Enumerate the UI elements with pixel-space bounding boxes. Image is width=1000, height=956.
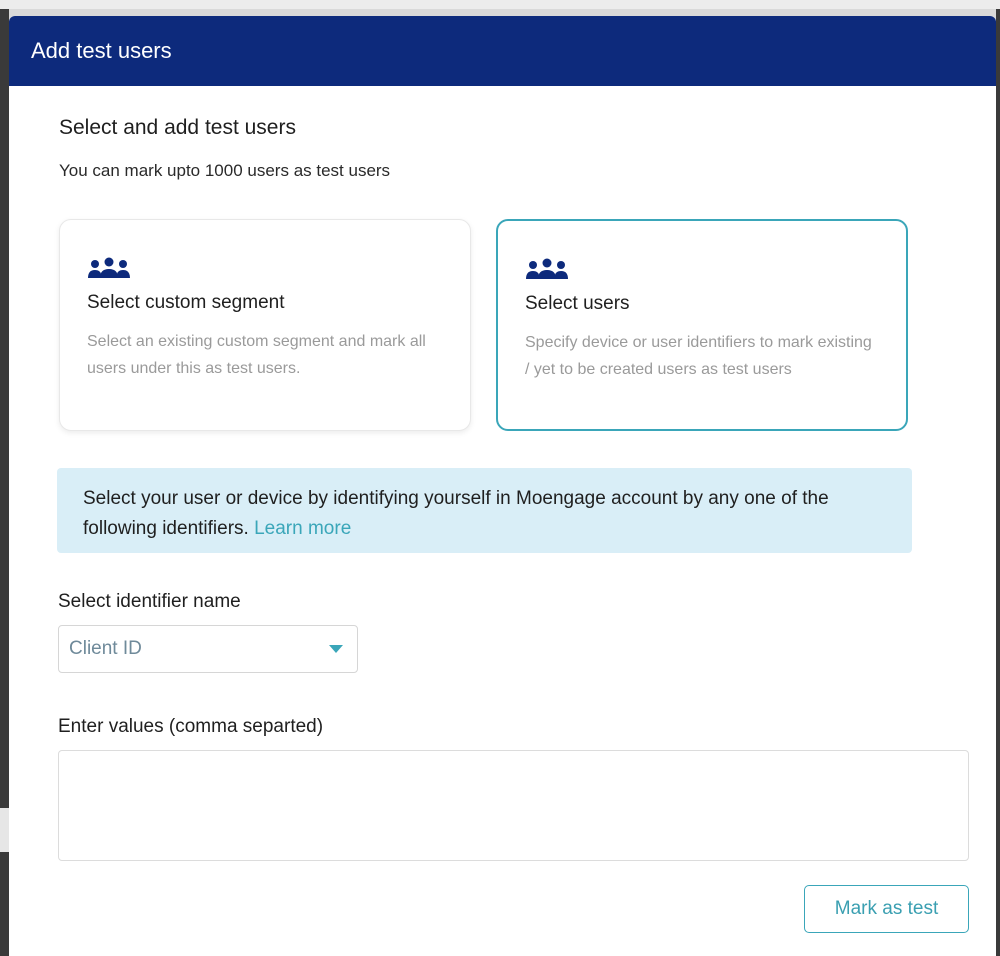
identifier-label: Select identifier name (58, 591, 241, 612)
identifier-select[interactable] (58, 625, 358, 673)
option-description: Specify device or user identifiers to mark existing / yet to be created users as test users (525, 334, 872, 378)
caret-down-icon (329, 645, 343, 653)
section-title: Select and add test users (59, 116, 296, 139)
learn-more-link[interactable]: Learn more (254, 518, 352, 539)
add-test-users-modal (9, 16, 996, 956)
values-label: Enter values (comma separted) (58, 716, 324, 737)
option-description: Select an existing custom segment and mark all users under this as test users. (87, 333, 426, 377)
option-card-custom-segment[interactable] (59, 219, 471, 431)
section-subtitle: You can mark upto 1000 users as test users (59, 161, 391, 180)
users-group-icon (525, 257, 569, 283)
identifier-select-value: Client ID (69, 638, 142, 659)
values-textarea[interactable] (58, 750, 969, 861)
option-card-select-users[interactable] (496, 219, 908, 431)
info-text: Select your user or device by identifying yourself in Moengage account by any one of the following identifiers. (83, 488, 829, 539)
backdrop-top (0, 0, 1000, 9)
modal-header (9, 16, 996, 86)
modal-title: Add test users (31, 38, 172, 63)
option-title: Select custom segment (87, 292, 285, 313)
mark-as-test-button[interactable]: Mark as test (804, 885, 969, 933)
users-group-icon (87, 256, 131, 282)
option-title: Select users (525, 293, 630, 314)
backdrop-right (996, 9, 1000, 956)
info-box (57, 468, 912, 553)
